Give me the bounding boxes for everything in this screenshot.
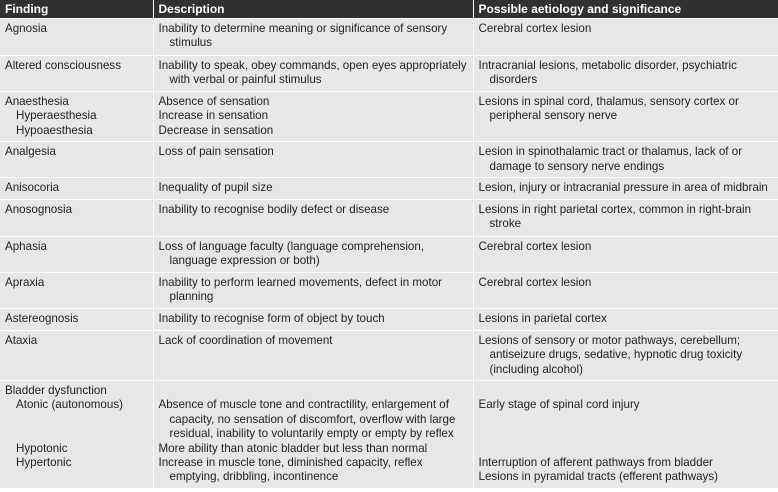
- sub-finding-label: Hypoaesthesia: [16, 123, 93, 137]
- finding-label: Astereognosis: [5, 311, 79, 325]
- header-aetiology: Possible aetiology and significance: [473, 0, 778, 19]
- row-analgesia: [0, 142, 778, 178]
- finding-label: Ataxia: [5, 333, 38, 347]
- description-text: Increase in muscle tone, diminished capacity, reflex emptying, dribbling, incontinence: [158, 456, 423, 484]
- aetiology-text: Lesion, injury or intracranial pressure in area of midbrain: [478, 181, 768, 195]
- finding-label: Altered consciousness: [5, 59, 121, 72]
- aetiology-text: Cerebral cortex lesion: [478, 240, 592, 254]
- finding-label: Aphasia: [5, 240, 47, 254]
- aetiology-cell: [473, 237, 778, 273]
- description-text: Increase in sensation: [158, 109, 269, 123]
- aetiology-text: Lesions in spinal cord, thalamus, sensory cortex or peripheral sensory nerve: [478, 95, 739, 123]
- description-cell: [153, 56, 473, 92]
- header-description: Description: [153, 0, 473, 19]
- description-cell: [153, 330, 473, 380]
- aetiology-cell: [473, 178, 778, 200]
- finding-cell: [0, 92, 153, 142]
- row-ataxia: [0, 330, 778, 380]
- aetiology-text: Early stage of spinal cord injury: [478, 398, 640, 412]
- finding-cell: [0, 330, 153, 380]
- description-cell: [153, 308, 473, 330]
- aetiology-text: Cerebral cortex lesion: [478, 276, 592, 290]
- aetiology-cell: [473, 56, 778, 92]
- aetiology-cell: [473, 92, 778, 142]
- finding-label: Anosognosia: [5, 203, 73, 217]
- description-text: More ability than atonic bladder but less than normal: [158, 441, 428, 455]
- finding-cell: [0, 237, 153, 273]
- description-text: Absence of sensation: [158, 95, 270, 108]
- description-text: Absence of muscle tone and contractility, enlargement of capacity, no sensation of discomfort, overflow with large residual, inability to voluntarily empty or empty by reflex: [158, 398, 456, 441]
- aetiology-text: Lesions in pyramidal tracts (efferent pathways): [478, 470, 719, 484]
- description-text: Inability to perform learned movements, defect in motor planning: [158, 276, 443, 304]
- row-anisocoria: [0, 178, 778, 200]
- description-cell: [153, 200, 473, 237]
- aetiology-text: Lesions in parietal cortex: [478, 311, 607, 325]
- sub-finding-label: Atonic (autonomous): [16, 398, 123, 412]
- description-text: Inability to determine meaning or significance of sensory stimulus: [158, 22, 448, 50]
- finding-cell: [0, 308, 153, 330]
- row-astereognosis: [0, 308, 778, 330]
- description-text: Inability to speak, obey commands, open eyes appropriately with verbal or painful stimulus: [158, 59, 467, 87]
- description-cell: [153, 178, 473, 200]
- row-altered-consciousness: [0, 56, 778, 92]
- aetiology-cell: [473, 19, 778, 56]
- sub-finding-label: Hyperaesthesia: [16, 109, 97, 123]
- header-finding: Finding: [0, 0, 153, 19]
- aetiology-text: Intracranial lesions, metabolic disorder, psychiatric disorders: [478, 59, 737, 87]
- aetiology-text: Lesions in right parietal cortex, common in right-brain stroke: [478, 203, 752, 231]
- finding-cell: [0, 178, 153, 200]
- finding-label: Agnosia: [5, 22, 47, 35]
- description-text: Loss of pain sensation: [158, 145, 274, 159]
- description-text: Inability to recognise form of object by touch: [158, 311, 385, 325]
- aetiology-cell: [473, 273, 778, 309]
- description-text: Lack of coordination of movement: [158, 333, 333, 347]
- row-apraxia: [0, 273, 778, 309]
- aetiology-cell: [473, 330, 778, 380]
- aetiology-text: Lesion in spinothalamic tract or thalamus, lack of or damage to sensory nerve endings: [478, 145, 743, 173]
- row-anaesthesia: [0, 92, 778, 142]
- row-bladder-dysfunction: [0, 381, 778, 488]
- finding-label: Bladder dysfunction: [5, 384, 107, 398]
- description-cell: [153, 92, 473, 142]
- finding-label: Anaesthesia: [5, 95, 69, 108]
- description-cell: [153, 142, 473, 178]
- sub-finding-label: Hypotonic: [16, 441, 68, 455]
- row-aphasia: [0, 237, 778, 273]
- description-text: Loss of language faculty (language comprehension, language expression or both): [158, 240, 425, 268]
- finding-cell: [0, 273, 153, 309]
- description-cell: [153, 237, 473, 273]
- finding-label: Analgesia: [5, 145, 56, 159]
- description-cell: [153, 273, 473, 309]
- finding-cell: [0, 381, 153, 488]
- finding-cell: [0, 200, 153, 237]
- aetiology-cell: [473, 308, 778, 330]
- finding-cell: [0, 19, 153, 56]
- aetiology-text: Lesions of sensory or motor pathways, cerebellum; antiseizure drugs, sedative, hypnotic drug toxicity (including alcohol): [478, 333, 743, 376]
- row-agnosia: [0, 19, 778, 56]
- row-anosognosia: [0, 200, 778, 237]
- finding-cell: [0, 56, 153, 92]
- description-cell: [153, 381, 473, 488]
- finding-label: Apraxia: [5, 276, 45, 290]
- description-cell: [153, 19, 473, 56]
- aetiology-cell: [473, 142, 778, 178]
- header-row: [0, 0, 778, 19]
- description-text: Inability to recognise bodily defect or disease: [158, 203, 390, 217]
- aetiology-cell: [473, 200, 778, 237]
- aetiology-text: Interruption of afferent pathways from bladder: [478, 456, 713, 470]
- sub-finding-label: Hypertonic: [16, 456, 72, 470]
- finding-cell: [0, 142, 153, 178]
- aetiology-text: Cerebral cortex lesion: [478, 22, 592, 35]
- aetiology-cell: [473, 381, 778, 488]
- finding-label: Anisocoria: [5, 181, 60, 195]
- description-text: Decrease in sensation: [158, 123, 274, 137]
- description-text: Inequality of pupil size: [158, 181, 273, 195]
